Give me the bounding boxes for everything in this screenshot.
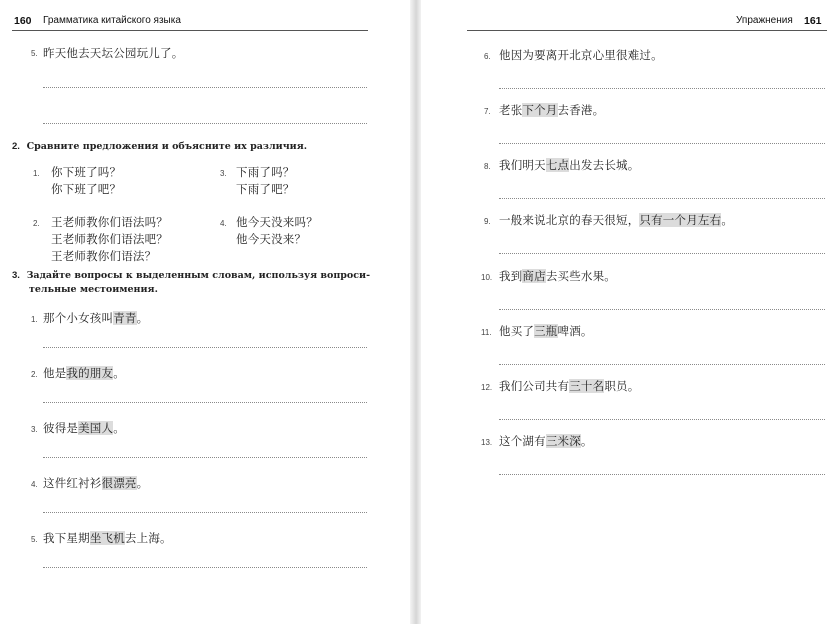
answer-line[interactable] <box>43 402 367 403</box>
highlighted-words: 三瓶 <box>534 324 558 338</box>
sentence: 那个小女孩叫青青。 <box>43 311 149 325</box>
sentence: 我下星期坐飞机去上海。 <box>43 531 172 545</box>
highlighted-words: 三十名 <box>569 379 605 393</box>
item-number: 10. <box>481 273 493 282</box>
item-number: 1. <box>31 315 38 324</box>
item-number: 11. <box>481 328 492 337</box>
highlighted-words: 七点 <box>545 158 570 172</box>
group-number: 1. <box>33 169 40 178</box>
item-number: 7. <box>484 107 491 116</box>
answer-line[interactable] <box>499 253 825 254</box>
sentence: 他今天没来吗？ <box>236 215 318 229</box>
book-spine <box>410 0 421 624</box>
item-number: 9. <box>484 217 491 226</box>
highlighted-words: 下个月 <box>522 103 558 117</box>
sentence: 我到商店去买些水果。 <box>499 269 617 283</box>
group-number: 3. <box>220 169 227 178</box>
right-page <box>421 0 832 624</box>
page-number: 161 <box>804 15 822 27</box>
sentence: 王老师教你们语法吧？ <box>51 232 168 246</box>
item-number: 6. <box>484 52 491 61</box>
answer-line[interactable] <box>499 198 825 199</box>
sentence: 彼得是美国人。 <box>43 421 125 435</box>
item-number: 5. <box>31 535 38 544</box>
sentence: 下雨了吗？ <box>236 165 295 179</box>
item-number: 13. <box>481 438 493 447</box>
sentence: 一般来说北京的春天很短，只有一个月左右。 <box>499 213 734 227</box>
left-page <box>0 0 410 624</box>
sentence: 你下班了吧？ <box>51 182 122 196</box>
page-number: 160 <box>14 15 32 27</box>
item-number: 4. <box>31 480 38 489</box>
sentence: 他今天没来？ <box>236 232 307 246</box>
task-heading: 2. Сравните предложения и объясните их различия. <box>12 141 308 152</box>
answer-line[interactable] <box>43 347 367 348</box>
answer-line[interactable] <box>43 567 367 568</box>
highlighted-words: 青青 <box>113 311 137 325</box>
header-rule <box>467 30 827 31</box>
group-number: 2. <box>33 219 40 228</box>
answer-line[interactable] <box>499 88 825 89</box>
running-title: Грамматика китайского языка <box>43 15 181 26</box>
highlighted-words: 商店 <box>522 269 546 283</box>
answer-line[interactable] <box>499 309 825 310</box>
sentence: 你下班了吗？ <box>51 165 122 179</box>
answer-line[interactable] <box>499 143 825 144</box>
sentence: 老张下个月去香港。 <box>499 103 605 117</box>
task-heading-continued: тельные местоимения. <box>29 284 158 295</box>
sentence: 我们明天七点出发去长城。 <box>499 158 640 172</box>
sentence: 这件红衬衫很漂亮。 <box>43 476 149 490</box>
highlighted-words: 只有一个月左右 <box>639 213 722 227</box>
sentence: 下雨了吧？ <box>236 182 295 196</box>
answer-line[interactable] <box>43 457 367 458</box>
highlighted-words: 美国人 <box>78 421 114 435</box>
sentence: 我们公司共有三十名职员。 <box>499 379 640 393</box>
answer-line[interactable] <box>499 364 825 365</box>
task-heading: 3. Задайте вопросы к выделенным словам, используя вопроси- <box>12 270 371 281</box>
group-number: 4. <box>220 219 227 228</box>
highlighted-words: 三米深 <box>545 434 581 448</box>
item-number: 5. <box>31 49 38 58</box>
item-number: 2. <box>31 370 38 379</box>
sentence: 他是我的朋友。 <box>43 366 125 380</box>
sentence: 王老师教你们语法？ <box>51 249 157 263</box>
sentence: 他因为要离开北京心里很难过。 <box>499 48 663 62</box>
answer-line[interactable] <box>43 123 367 124</box>
item-number: 8. <box>484 162 491 171</box>
highlighted-words: 我的朋友 <box>66 366 114 380</box>
running-title: Упражнения <box>736 15 793 26</box>
sentence: 王老师教你们语法吗？ <box>51 215 168 229</box>
answer-line[interactable] <box>499 419 825 420</box>
header-rule <box>12 30 368 31</box>
sentence: 他买了三瓶啤酒。 <box>499 324 593 338</box>
sentence: 这个湖有三米深。 <box>499 434 593 448</box>
answer-line[interactable] <box>499 474 825 475</box>
highlighted-words: 很漂亮 <box>101 476 137 490</box>
answer-line[interactable] <box>43 512 367 513</box>
highlighted-words: 坐飞机 <box>89 531 125 545</box>
answer-line[interactable] <box>43 87 367 88</box>
sentence: 昨天他去天坛公园玩儿了。 <box>43 46 184 60</box>
item-number: 3. <box>31 425 38 434</box>
item-number: 12. <box>481 383 493 392</box>
